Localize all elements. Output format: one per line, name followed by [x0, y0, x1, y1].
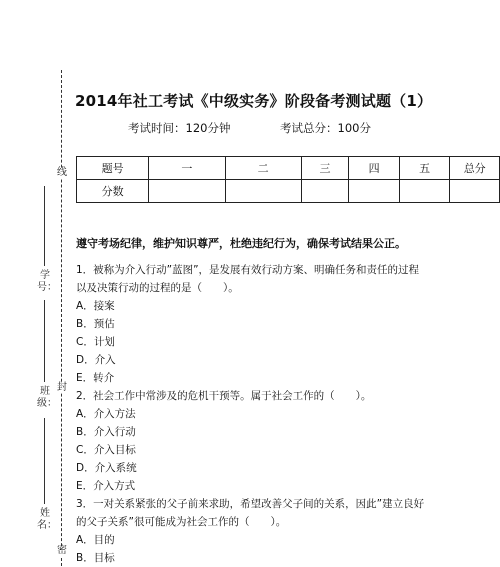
score-table-header-row — [77, 157, 500, 180]
question-2-option-a: A．介入方法 — [76, 408, 136, 420]
question-1-option-e: E．转介 — [76, 372, 115, 384]
question-3-option-b: B．目标 — [76, 552, 115, 564]
question-1-option-b: B．预估 — [76, 318, 115, 330]
score-table-row-label: 分数 — [77, 180, 149, 203]
question-2-option-d: D．介入系统 — [76, 462, 137, 474]
question-3-option-a: A．目的 — [76, 534, 115, 546]
question-1-option-d: D．介入 — [76, 354, 116, 366]
score-table-col-4: 四 — [349, 157, 400, 180]
question-2-option-c: C．介入目标 — [76, 444, 136, 456]
close-mark: 密 — [57, 545, 67, 556]
question-2-text: 2．社会工作中常涉及的危机干预等。属于社会工作的（ ）。 — [76, 390, 372, 402]
score-cell — [301, 180, 349, 203]
score-cell — [450, 180, 500, 203]
question-1-option-c: C．计划 — [76, 336, 115, 348]
exam-time: 考试时间：120分钟 — [128, 121, 231, 135]
total-score: 考试总分：100分 — [280, 121, 371, 135]
score-table-header-label: 题号 — [77, 157, 149, 180]
score-table-col-1: 一 — [149, 157, 225, 180]
score-cell — [225, 180, 301, 203]
student-id-label: 学号： — [37, 270, 57, 293]
score-table-score-row — [77, 180, 500, 203]
score-cell — [399, 180, 450, 203]
score-cell — [149, 180, 225, 203]
question-2-option-b: B．介入行动 — [76, 426, 136, 438]
line-mark: 线 — [57, 167, 67, 178]
exam-title: 2014年社工考试《中级实务》阶段备考测试题（1） — [75, 92, 433, 110]
name-label: 姓名： — [37, 508, 57, 531]
score-table-col-3: 三 — [301, 157, 349, 180]
score-cell — [349, 180, 400, 203]
student-id-underline — [44, 186, 45, 266]
name-underline — [44, 418, 45, 504]
class-label: 班级： — [37, 386, 57, 409]
binding-dashed-line — [61, 70, 62, 566]
question-1-option-a: A．接案 — [76, 300, 115, 312]
score-table-col-2: 二 — [225, 157, 301, 180]
score-table-col-total: 总分 — [450, 157, 500, 180]
exam-notice: 遵守考场纪律，维护知识尊严，杜绝违纪行为，确保考试结果公正。 — [76, 237, 406, 250]
score-table — [76, 156, 500, 203]
question-1-text: 1．被称为介入行动”蓝图”，是发展有效行动方案、明确任务和责任的过程以及决策行动的过程的是（ ）。 — [76, 264, 420, 294]
seal-mark: 封 — [57, 382, 67, 393]
question-2-option-e: E．介入方式 — [76, 480, 136, 492]
class-underline — [44, 300, 45, 382]
question-3-text: 3．一对关系紧张的父子前来求助，希望改善父子间的关系，因此”建立良好的父子关系”很可能成为社会工作的（ ）。 — [76, 498, 425, 528]
score-table-col-5: 五 — [399, 157, 450, 180]
